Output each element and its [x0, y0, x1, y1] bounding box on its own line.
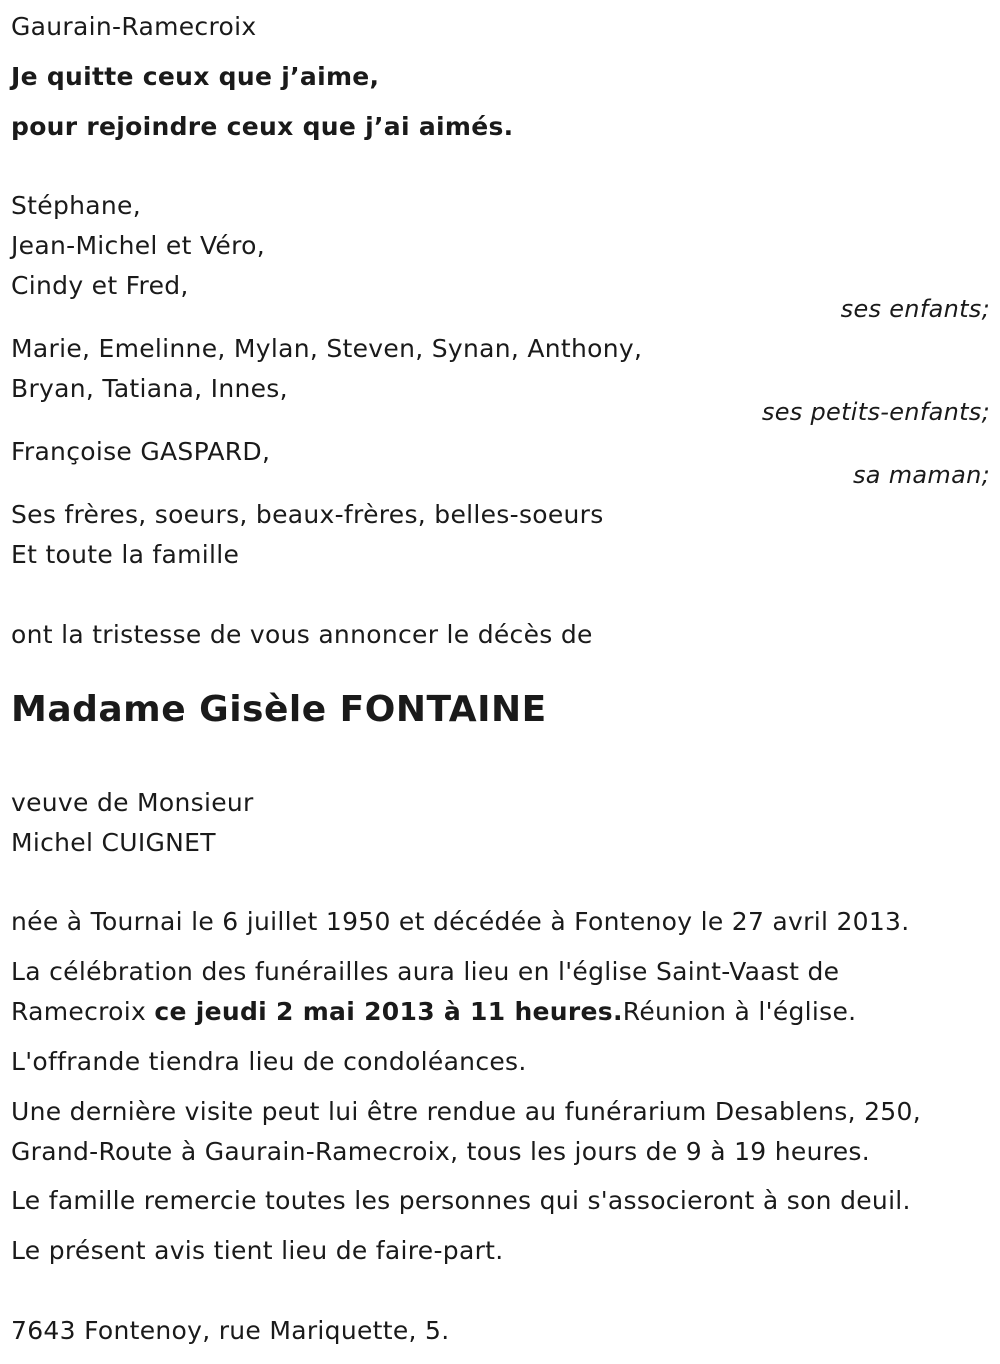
- birth-death-text: née à Tournai le 6 juillet 1950 et décédée à Fontenoy le 27 avril 2013.: [11, 907, 910, 936]
- grandchildren-relation: ses petits-enfants;: [761, 398, 990, 426]
- visit-line-1: Une dernière visite peut lui être rendue au funérarium Desablens, 250,: [11, 1097, 921, 1126]
- offering-text: L'offrande tiendra lieu de condoléances.: [11, 1047, 527, 1076]
- mother-name: Françoise GASPARD,: [11, 437, 271, 466]
- children-relation: ses enfants;: [840, 295, 990, 323]
- address-text: 7643 Fontenoy, rue Mariquette, 5.: [11, 1316, 450, 1345]
- grandchildren-line: Bryan, Tatiana, Innes,: [11, 374, 288, 403]
- widow-line-2: Michel CUIGNET: [11, 828, 216, 857]
- extended-family-line: Ses frères, soeurs, beaux-frères, belles-soeurs: [11, 500, 604, 529]
- thanks-text: Le famille remercie toutes les personnes qui s'associeront à son deuil.: [11, 1186, 911, 1215]
- quote-line-2: pour rejoindre ceux que j’ai aimés.: [11, 112, 514, 141]
- extended-family-line: Et toute la famille: [11, 540, 240, 569]
- notice-text: Le présent avis tient lieu de faire-part.: [11, 1236, 504, 1265]
- mother-relation: sa maman;: [852, 461, 990, 489]
- ceremony-line-1: La célébration des funérailles aura lieu en l'église Saint-Vaast de: [11, 957, 840, 986]
- quote-line-1: Je quitte ceux que j’aime,: [11, 62, 380, 91]
- ceremony-date: ce jeudi 2 mai 2013 à 11 heures.: [154, 997, 623, 1026]
- ceremony-line-2: [11, 999, 856, 1024]
- child-name: Stéphane,: [11, 191, 141, 220]
- child-name: Cindy et Fred,: [11, 271, 189, 300]
- child-name: Jean-Michel et Véro,: [11, 231, 265, 260]
- announcement-text: ont la tristesse de vous annoncer le décès de: [11, 620, 593, 649]
- deceased-name: Madame Gisèle FONTAINE: [11, 689, 547, 730]
- ceremony-location: Ramecroix: [11, 997, 155, 1026]
- place-heading: Gaurain-Ramecroix: [11, 12, 257, 41]
- visit-line-2: Grand-Route à Gaurain-Ramecroix, tous les jours de 9 à 19 heures.: [11, 1137, 870, 1166]
- grandchildren-line: Marie, Emelinne, Mylan, Steven, Synan, Anthony,: [11, 334, 643, 363]
- widow-line-1: veuve de Monsieur: [11, 788, 254, 817]
- ceremony-meeting: Réunion à l'église.: [622, 997, 857, 1026]
